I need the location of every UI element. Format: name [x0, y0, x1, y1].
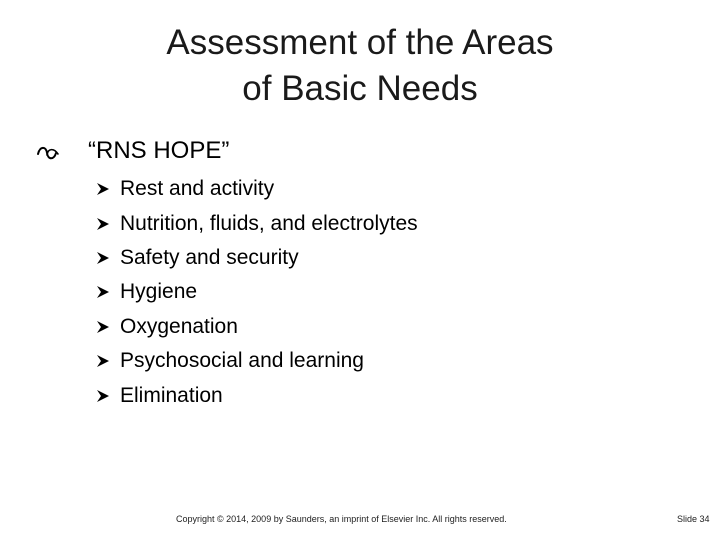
arrowhead-bullet-icon — [96, 320, 120, 334]
arrowhead-bullet-icon — [96, 217, 120, 231]
list-item — [96, 344, 418, 378]
list-item-label: Rest and activity — [120, 177, 275, 201]
list-item — [96, 310, 418, 344]
list-item-label: Elimination — [120, 383, 223, 407]
list-item-label: Hygiene — [120, 280, 198, 304]
arrowhead-bullet-icon — [96, 182, 120, 196]
list-item — [96, 172, 418, 206]
slide-title — [0, 20, 720, 112]
arrowhead-bullet-icon — [96, 285, 120, 299]
arrowhead-bullet-icon — [96, 389, 120, 403]
list-item-label: Oxygenation — [120, 314, 238, 338]
main-bullet-text: “RNS HOPE” — [88, 137, 230, 164]
slide-title-line-2: of Basic Needs — [242, 69, 478, 108]
sub-bullet-list — [96, 172, 418, 413]
list-item-label: Nutrition, fluids, and electrolytes — [120, 211, 418, 235]
curly-bullet-icon — [36, 144, 60, 164]
arrowhead-bullet-icon — [96, 354, 120, 368]
list-item — [96, 241, 418, 275]
arrowhead-bullet-icon — [96, 251, 120, 265]
list-item — [96, 378, 418, 412]
list-item-label: Safety and security — [120, 245, 299, 269]
slide-title-line-1: Assessment of the Areas — [166, 23, 554, 62]
copyright-footer: Copyright © 2014, 2009 by Saunders, an imprint of Elsevier Inc. All rights reserved. — [176, 514, 507, 524]
list-item — [96, 275, 418, 309]
slide-number: Slide 34 — [677, 514, 710, 524]
list-item-label: Psychosocial and learning — [120, 349, 364, 373]
list-item — [96, 206, 418, 240]
